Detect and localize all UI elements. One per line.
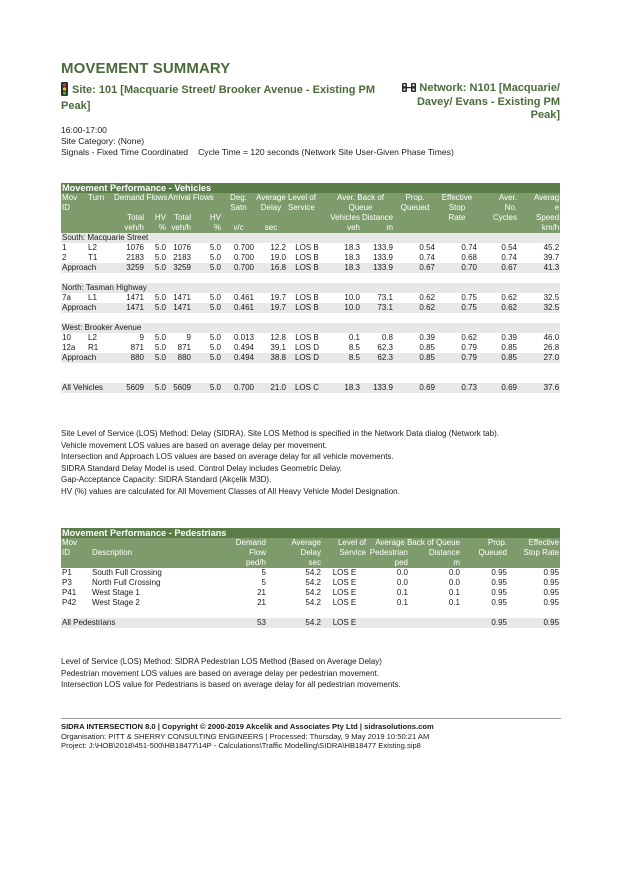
movement-cell: 39.1 xyxy=(255,343,287,353)
approach-cell: 41.3 xyxy=(518,263,560,273)
all-vehicles-cell: 18.3 xyxy=(327,383,361,393)
approach-cell: LOS B xyxy=(287,303,327,313)
movement-cell: 0.54 xyxy=(394,243,436,253)
network-signals-icon xyxy=(402,83,416,96)
movement-cell: 1076 xyxy=(113,243,145,253)
site-title: Site: 101 [Macquarie Street/ Brooker Avenue - Existing PM Peak] xyxy=(61,84,375,112)
movement-cell: 62.3 xyxy=(361,343,394,353)
pedestrian-cell: 0.1 xyxy=(409,598,461,608)
all-vehicles-cell: 5.0 xyxy=(192,383,222,393)
footer-copyright: SIDRA INTERSECTION 8.0 | Copyright © 2000-2019 Akcelik and Associates Pty Ltd | sidrasolutions.com xyxy=(61,722,434,731)
site-heading xyxy=(61,82,391,113)
movement-cell: LOS B xyxy=(287,253,327,263)
movement-cell: 2183 xyxy=(113,253,145,263)
pedestrian-cell: P41 xyxy=(61,588,91,598)
approach-cell: 0.494 xyxy=(222,353,255,363)
all-vehicles-cell: LOS C xyxy=(287,383,327,393)
pedestrian-cell: 0.95 xyxy=(508,568,560,578)
movement-cell: LOS B xyxy=(287,243,327,253)
approach-cell: 5.0 xyxy=(192,303,222,313)
all-pedestrians-row xyxy=(61,618,560,628)
vehicle-notes xyxy=(61,428,499,498)
movement-cell: 45.2 xyxy=(518,243,560,253)
movement-cell: 0.461 xyxy=(222,293,255,303)
movement-cell: 12.8 xyxy=(255,333,287,343)
pedestrian-cell: 5 xyxy=(217,568,267,578)
movement-cell: 0.8 xyxy=(361,333,394,343)
pedestrian-cell: P42 xyxy=(61,598,91,608)
all-vehicles-row xyxy=(61,383,560,393)
movement-cell: 12.2 xyxy=(255,243,287,253)
approach-cell: Approach xyxy=(61,303,113,313)
movement-cell: 0.74 xyxy=(478,253,518,263)
approach-cell: 0.75 xyxy=(436,303,478,313)
footer xyxy=(61,722,434,751)
pedestrian-header-units: ped/h sec ped m xyxy=(61,558,560,568)
approach-cell: 0.700 xyxy=(222,263,255,273)
movement-cell: 1471 xyxy=(167,293,192,303)
pedestrian-cell: 0.95 xyxy=(508,578,560,588)
vehicle-note-line: Gap-Acceptance Capacity: SIDRA Standard (Akçelik M3D). xyxy=(61,475,272,485)
network-heading xyxy=(398,82,560,122)
cycle-time: Cycle Time = 120 seconds (Network Site User-Given Phase Times) xyxy=(198,147,454,157)
movement-cell: 0.54 xyxy=(478,243,518,253)
approach-cell: 133.9 xyxy=(361,263,394,273)
pedestrian-row xyxy=(61,578,560,588)
pedestrian-cell: South Full Crossing xyxy=(91,568,217,578)
movement-cell: 10.0 xyxy=(327,293,361,303)
all-vehicles-cell: 0.69 xyxy=(478,383,518,393)
movement-cell: 1 xyxy=(61,243,87,253)
approach-cell: 5.0 xyxy=(192,263,222,273)
approach-total-row xyxy=(61,263,560,273)
approach-cell: 880 xyxy=(167,353,192,363)
movement-cell: 7a xyxy=(61,293,87,303)
all-vehicles-cell: 0.73 xyxy=(436,383,478,393)
pedestrian-cell: LOS E xyxy=(322,578,367,588)
movement-cell: 5.0 xyxy=(145,333,167,343)
pedestrian-cell: 0.0 xyxy=(367,578,409,588)
vehicle-note-line: Vehicle movement LOS values are based on average delay per movement. xyxy=(61,440,327,450)
pedestrian-cell: 54.2 xyxy=(267,568,322,578)
pedestrian-cell: P1 xyxy=(61,568,91,578)
movement-row xyxy=(61,253,560,263)
pedestrian-cell: 54.2 xyxy=(267,588,322,598)
approach-cell: 5.0 xyxy=(145,303,167,313)
pedestrian-cell: West Stage 1 xyxy=(91,588,217,598)
movement-cell: 10 xyxy=(61,333,87,343)
movement-cell: 18.3 xyxy=(327,243,361,253)
vehicle-header-row-3: Total HV Total HV Vehicles Distance Rate Cycles Speed xyxy=(61,213,560,223)
pedestrian-performance-table xyxy=(61,528,560,628)
all-vehicles-cell: 5609 xyxy=(113,383,145,393)
movement-cell: R1 xyxy=(87,343,113,353)
approach-cell: 0.79 xyxy=(436,353,478,363)
pedestrian-note-line: Pedestrian movement LOS values are based on average delay per pedestrian movement. xyxy=(61,668,379,678)
group-spacer xyxy=(61,273,560,283)
movement-cell: 19.0 xyxy=(255,253,287,263)
approach-cell: 5.0 xyxy=(145,263,167,273)
movement-cell: 1471 xyxy=(113,293,145,303)
movement-cell: 19.7 xyxy=(255,293,287,303)
approach-cell: 3259 xyxy=(113,263,145,273)
pedestrian-notes xyxy=(61,656,401,691)
approach-cell: 27.0 xyxy=(518,353,560,363)
movement-cell: T1 xyxy=(87,253,113,263)
movement-cell: 2183 xyxy=(167,253,192,263)
approach-cell: 0.85 xyxy=(394,353,436,363)
page-title: MOVEMENT SUMMARY xyxy=(61,60,231,77)
approach-cell: 0.62 xyxy=(394,303,436,313)
approach-cell: 0.85 xyxy=(478,353,518,363)
movement-cell: 5.0 xyxy=(192,243,222,253)
vehicle-header-units: veh/h % veh/h % v/c sec veh m km/h xyxy=(61,223,560,233)
pedestrian-cell: LOS E xyxy=(322,588,367,598)
approach-cell: 880 xyxy=(113,353,145,363)
all-vehicles-cell: 5609 xyxy=(167,383,192,393)
approach-cell: 0.67 xyxy=(394,263,436,273)
total-spacer xyxy=(61,373,560,383)
movement-cell: 0.1 xyxy=(327,333,361,343)
movement-cell: 0.700 xyxy=(222,253,255,263)
all-vehicles-cell: 5.0 xyxy=(145,383,167,393)
movement-cell: 0.700 xyxy=(222,243,255,253)
pedestrian-cell: 0.1 xyxy=(367,588,409,598)
all-pedestrians-cell: All Pedestrians xyxy=(61,618,217,628)
pedestrian-cell: 21 xyxy=(217,598,267,608)
approach-cell: LOS D xyxy=(287,353,327,363)
vehicle-performance-table xyxy=(61,183,560,393)
movement-cell: 8.5 xyxy=(327,343,361,353)
movement-cell: 0.62 xyxy=(478,293,518,303)
site-category: Site Category: (None) xyxy=(61,136,145,146)
pedestrian-cell: 0.95 xyxy=(461,568,508,578)
pedestrian-note-line: Level of Service (LOS) Method: SIDRA Pedestrian LOS Method (Based on Average Delay) xyxy=(61,657,382,666)
movement-cell: 871 xyxy=(167,343,192,353)
movement-cell: 0.74 xyxy=(394,253,436,263)
all-pedestrians-cell: 53 xyxy=(217,618,267,628)
movement-cell: 5.0 xyxy=(192,253,222,263)
footer-project: Project: J:\HOB\2018\451-500\HB18477\14P - Calculations\Traffic Modelling\SIDRA\HB18477 Existing.sip8 xyxy=(61,741,421,751)
movement-cell: 9 xyxy=(167,333,192,343)
all-pedestrians-cell: LOS E xyxy=(322,618,367,628)
pedestrian-cell: 0.95 xyxy=(461,578,508,588)
pedestrian-header-row-1: Mov Demand Average Level of Average Back of Queue Prop. Effective xyxy=(62,538,560,547)
group-spacer xyxy=(61,363,560,373)
movement-cell: 0.013 xyxy=(222,333,255,343)
movement-cell: 12a xyxy=(61,343,87,353)
pedestrian-cell: 0.1 xyxy=(367,598,409,608)
approach-cell: 18.3 xyxy=(327,263,361,273)
approach-cell: LOS B xyxy=(287,263,327,273)
all-vehicles-cell: 133.9 xyxy=(361,383,394,393)
pedestrian-cell: 54.2 xyxy=(267,578,322,588)
movement-row xyxy=(61,343,560,353)
movement-cell: 39.7 xyxy=(518,253,560,263)
approach-cell: 1471 xyxy=(113,303,145,313)
all-pedestrians-cell: 0.95 xyxy=(461,618,508,628)
all-pedestrians-cell: 0.95 xyxy=(508,618,560,628)
signals-info xyxy=(61,147,454,158)
pedestrian-cell: 0.95 xyxy=(508,598,560,608)
approach-cell: 0.62 xyxy=(478,303,518,313)
footer-organisation: Organisation: PITT & SHERRY CONSULTING ENGINEERS | Processed: Thursday, 9 May 2019 10:50:21 AM xyxy=(61,731,430,741)
approach-cell: 5.0 xyxy=(145,353,167,363)
movement-cell: 5.0 xyxy=(145,343,167,353)
site-meta xyxy=(61,125,454,158)
pedestrian-cell: 0.1 xyxy=(409,588,461,598)
pedestrian-table-title: Movement Performance - Pedestrians xyxy=(61,528,560,538)
movement-cell: L2 xyxy=(87,333,113,343)
all-pedestrians-cell xyxy=(409,618,461,628)
approach-cell: Approach xyxy=(61,353,113,363)
movement-cell: 9 xyxy=(113,333,145,343)
vehicle-note-line: HV (%) values are calculated for All Movement Classes of All Heavy Vehicle Model Designation. xyxy=(61,486,400,496)
approach-group-row xyxy=(61,323,560,333)
movement-cell: 5.0 xyxy=(192,343,222,353)
movement-cell: 5.0 xyxy=(145,243,167,253)
movement-cell: 0.62 xyxy=(394,293,436,303)
approach-name: North: Tasman Highway xyxy=(61,283,560,293)
approach-cell: 38.8 xyxy=(255,353,287,363)
movement-cell: 2 xyxy=(61,253,87,263)
movement-cell: 0.85 xyxy=(478,343,518,353)
vehicle-header-row-1: Mov Turn Demand Flows Arrival Flows Deg. Average Level of Aver. Back of Prop. Effective Aver. Averag xyxy=(62,193,560,202)
movement-cell: 26.8 xyxy=(518,343,560,353)
network-title: Network: N101 [Macquarie/ Davey/ Evans - Existing PM Peak] xyxy=(416,82,560,121)
movement-cell: LOS B xyxy=(287,333,327,343)
movement-cell: 73.1 xyxy=(361,293,394,303)
approach-cell: 1471 xyxy=(167,303,192,313)
movement-row xyxy=(61,243,560,253)
movement-cell: L2 xyxy=(87,243,113,253)
pedestrian-cell: 0.95 xyxy=(461,598,508,608)
approach-cell: 0.67 xyxy=(478,263,518,273)
movement-cell: 0.62 xyxy=(436,333,478,343)
vehicle-note-line: Site Level of Service (LOS) Method: Delay (SIDRA). Site LOS Method is specified in the Network Data dialog (Network tab). xyxy=(61,429,499,438)
movement-row xyxy=(61,293,560,303)
movement-cell: 0.85 xyxy=(394,343,436,353)
approach-cell: 62.3 xyxy=(361,353,394,363)
approach-cell: 73.1 xyxy=(361,303,394,313)
traffic-signal-icon xyxy=(61,82,68,100)
vehicle-note-line: Intersection and Approach LOS values are based on average delay for all vehicle movements. xyxy=(61,452,394,462)
pedestrian-cell: 0.95 xyxy=(508,588,560,598)
movement-cell: 871 xyxy=(113,343,145,353)
movement-cell: 0.75 xyxy=(436,293,478,303)
movement-row xyxy=(61,333,560,343)
movement-cell: 18.3 xyxy=(327,253,361,263)
approach-name: West: Brooker Avenue xyxy=(61,323,560,333)
pedestrian-note-line: Intersection LOS value for Pedestrians is based on average delay for all pedestrian movements. xyxy=(61,680,401,690)
pedestrian-row xyxy=(61,568,560,578)
vehicle-table-title: Movement Performance - Vehicles xyxy=(61,183,560,193)
approach-cell: 0.70 xyxy=(436,263,478,273)
movement-cell: LOS B xyxy=(287,293,327,303)
signals-type: Signals - Fixed Time Coordinated xyxy=(61,147,189,157)
movement-cell: 5.0 xyxy=(145,253,167,263)
approach-name: South: Macquarie Street xyxy=(61,233,560,243)
approach-cell: 16.8 xyxy=(255,263,287,273)
movement-cell: 0.494 xyxy=(222,343,255,353)
movement-cell: 5.0 xyxy=(192,333,222,343)
pedestrian-cell: P3 xyxy=(61,578,91,588)
pedestrian-cell: LOS E xyxy=(322,568,367,578)
movement-cell: 46.0 xyxy=(518,333,560,343)
pedestrian-spacer xyxy=(61,608,560,618)
approach-cell: 32.5 xyxy=(518,303,560,313)
approach-total-row xyxy=(61,303,560,313)
approach-group-row xyxy=(61,283,560,293)
pedestrian-cell: West Stage 2 xyxy=(91,598,217,608)
movement-cell: 1076 xyxy=(167,243,192,253)
movement-cell: L1 xyxy=(87,293,113,303)
approach-cell: 8.5 xyxy=(327,353,361,363)
approach-cell: Approach xyxy=(61,263,113,273)
movement-cell: LOS D xyxy=(287,343,327,353)
movement-cell: 133.9 xyxy=(361,253,394,263)
pedestrian-cell: North Full Crossing xyxy=(91,578,217,588)
group-spacer xyxy=(61,313,560,323)
movement-cell: 5.0 xyxy=(192,293,222,303)
vehicle-note-line: SIDRA Standard Delay Model is used. Control Delay includes Geometric Delay. xyxy=(61,463,342,473)
movement-cell: 5.0 xyxy=(145,293,167,303)
all-vehicles-cell: 0.700 xyxy=(222,383,255,393)
approach-cell: 0.461 xyxy=(222,303,255,313)
footer-divider xyxy=(61,718,561,719)
time-period: 16:00-17:00 xyxy=(61,125,107,135)
all-vehicles-cell: 37.6 xyxy=(518,383,560,393)
approach-cell: 5.0 xyxy=(192,353,222,363)
pedestrian-header-row-2: ID Description Flow Delay Service Pedestrian Distance Queued Stop Rate xyxy=(62,548,560,557)
movement-cell: 0.79 xyxy=(436,343,478,353)
pedestrian-cell: 0.0 xyxy=(409,578,461,588)
all-vehicles-cell: 0.69 xyxy=(394,383,436,393)
vehicle-header-row-2: ID Satn Delay Service Queue Queued Stop No. e xyxy=(62,203,560,212)
pedestrian-cell: 21 xyxy=(217,588,267,598)
approach-cell: 10.0 xyxy=(327,303,361,313)
movement-cell: 32.5 xyxy=(518,293,560,303)
approach-total-row xyxy=(61,353,560,363)
movement-cell: 0.39 xyxy=(394,333,436,343)
pedestrian-cell: 54.2 xyxy=(267,598,322,608)
movement-cell: 0.74 xyxy=(436,243,478,253)
pedestrian-cell: LOS E xyxy=(322,598,367,608)
all-pedestrians-cell: 54.2 xyxy=(267,618,322,628)
approach-cell: 19.7 xyxy=(255,303,287,313)
all-vehicles-cell: All Vehicles xyxy=(61,383,113,393)
all-vehicles-cell: 21.0 xyxy=(255,383,287,393)
pedestrian-cell: 0.95 xyxy=(461,588,508,598)
pedestrian-row xyxy=(61,588,560,598)
pedestrian-cell: 0.0 xyxy=(367,568,409,578)
approach-group-row xyxy=(61,233,560,243)
movement-cell: 0.68 xyxy=(436,253,478,263)
pedestrian-row xyxy=(61,598,560,608)
movement-cell: 0.39 xyxy=(478,333,518,343)
approach-cell: 3259 xyxy=(167,263,192,273)
pedestrian-cell: 5 xyxy=(217,578,267,588)
all-pedestrians-cell xyxy=(367,618,409,628)
movement-cell: 133.9 xyxy=(361,243,394,253)
pedestrian-cell: 0.0 xyxy=(409,568,461,578)
